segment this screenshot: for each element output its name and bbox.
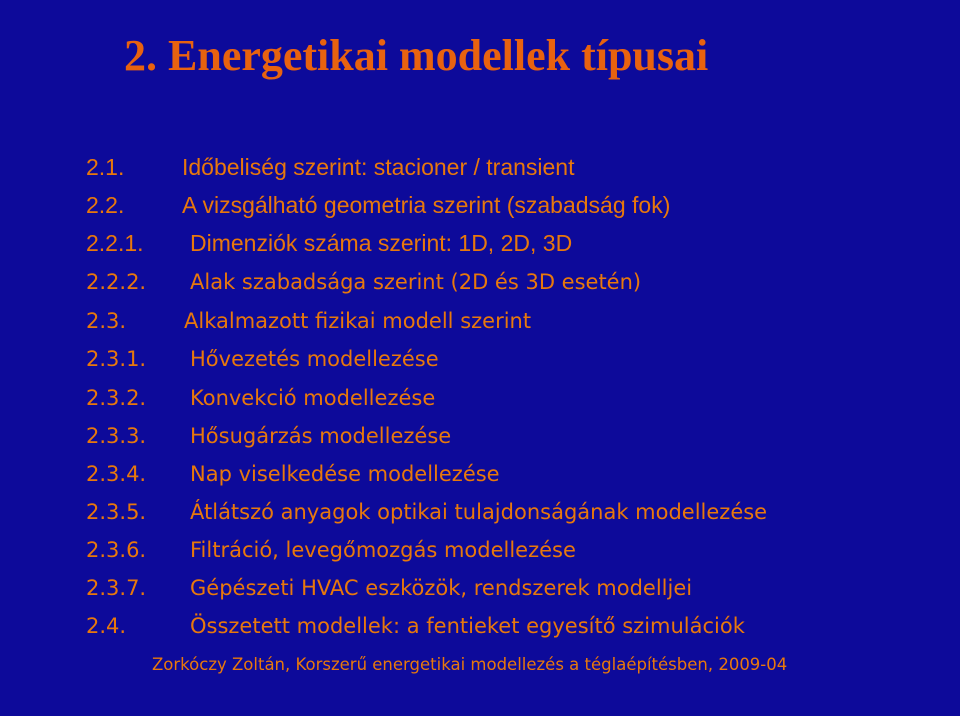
- item-number: 2.3.6.: [86, 538, 147, 562]
- item-number: 2.3.2.: [86, 386, 147, 410]
- slide-footer: Zorkóczy Zoltán, Korszerű energetikai modellezés a téglaépítésben, 2009-04: [152, 655, 788, 674]
- item-number: 2.3.5.: [86, 500, 147, 524]
- item-text: Gépészeti HVAC eszközök, rendszerek modelljei: [190, 576, 693, 600]
- item-number: 2.2.2.: [86, 270, 147, 294]
- item-text: Átlátszó anyagok optikai tulajdonságának modellezése: [190, 500, 768, 524]
- item-number: 2.3.1.: [86, 347, 147, 371]
- item-number: 2.1.: [86, 154, 125, 180]
- item-number: 2.2.1.: [86, 230, 144, 256]
- item-text: Alkalmazott fizikai modell szerint: [184, 309, 532, 333]
- item-text: Alak szabadsága szerint (2D és 3D esetén): [190, 270, 642, 294]
- item-number: 2.3.3.: [86, 424, 147, 448]
- item-number: 2.4.: [86, 614, 127, 638]
- item-number: 2.3.7.: [86, 576, 147, 600]
- item-text: Filtráció, levegőmozgás modellezése: [190, 538, 576, 562]
- item-text: Dimenziók száma szerint: 1D, 2D, 3D: [190, 230, 573, 256]
- item-text: Nap viselkedése modellezése: [190, 462, 500, 486]
- item-text: A vizsgálható geometria szerint (szabadság fok): [182, 192, 671, 218]
- item-text: Összetett modellek: a fentieket egyesítő szimulációk: [190, 614, 745, 638]
- item-text: Időbeliség szerint: stacioner / transient: [182, 154, 575, 180]
- slide-title: 2. Energetikai modellek típusai: [124, 31, 709, 80]
- item-text: Konvekció modellezése: [190, 386, 436, 410]
- item-number: 2.3.4.: [86, 462, 147, 486]
- item-text: Hősugárzás modellezése: [190, 424, 452, 448]
- item-text: Hővezetés modellezése: [190, 347, 439, 371]
- item-number: 2.3.: [86, 309, 127, 333]
- item-number: 2.2.: [86, 192, 125, 218]
